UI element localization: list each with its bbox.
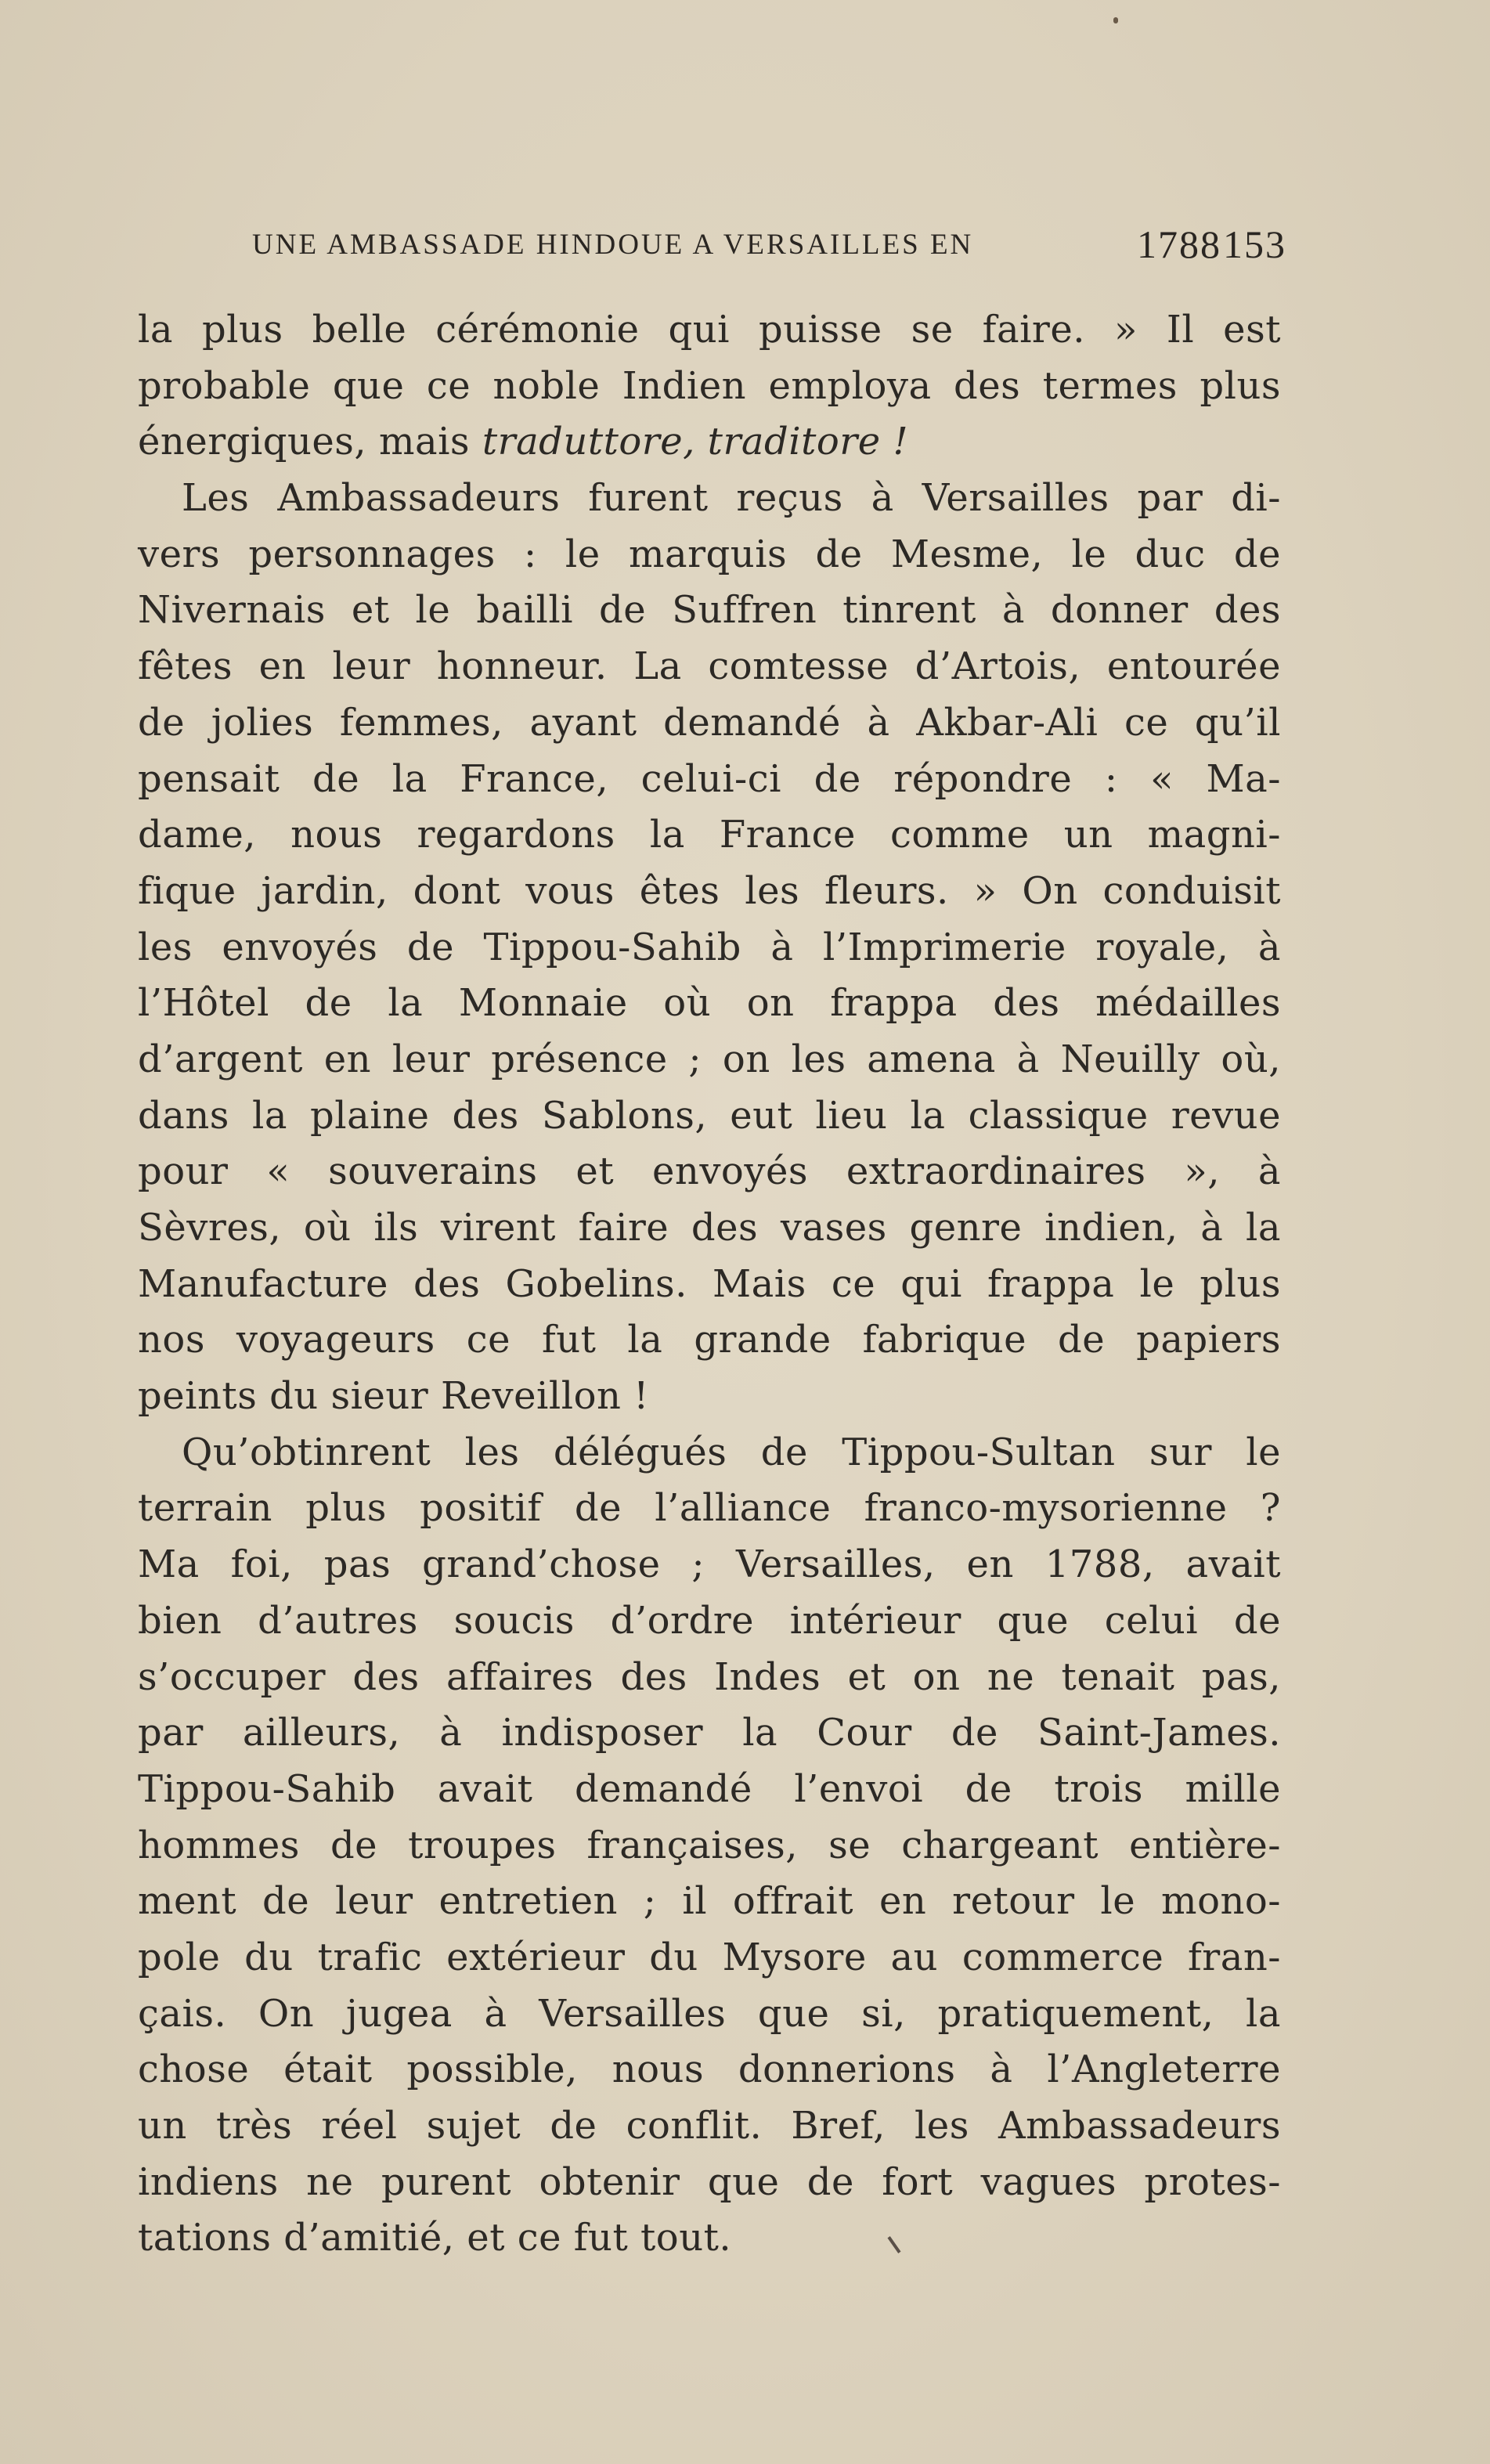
text-line: pour « souverains et envoyés extraordinaires », à [138,1149,1281,1194]
text-line: les envoyés de Tippou-Sahib à l’Imprimerie royale, à [138,925,1281,969]
text-line: hommes de troupes françaises, se chargeant entière- [138,1823,1281,1867]
running-title: UNE AMBASSADE HINDOUE A VERSAILLES EN [252,229,974,261]
text-line: indiens ne purent obtenir que de fort vagues protes- [138,2159,1281,2204]
text-line: pensait de la France, celui-ci de répondre : « Ma- [138,756,1281,801]
text-line: s’occuper des affaires des Indes et on ne tenait pas, [138,1654,1281,1699]
text-line: d’argent en leur présence ; on les amena à Neuilly où, [138,1037,1281,1081]
text-line: l’Hôtel de la Monnaie où on frappa des médailles [138,981,1281,1026]
text-line: Sèvres, où ils virent faire des vases genre indien, à la [138,1206,1281,1250]
text-line: terrain plus positif de l’alliance franco-mysorienne ? [138,1486,1281,1531]
text-line: Nivernais et le bailli de Suffren tinrent à donner des [138,588,1281,633]
text-line: probable que ce noble Indien employa des termes plus [138,363,1281,408]
ink-fleck [1113,17,1118,23]
text-line: Tippou-Sahib avait demandé l’envoi de trois mille [138,1766,1281,1811]
text-line: vers personnages : le marquis de Mesme, le duc de [138,532,1281,576]
text-line: fique jardin, dont vous êtes les fleurs. » On conduisit [138,868,1281,913]
running-header [252,222,1286,269]
text-line: çais. On jugea à Versailles que si, pratiquement, la [138,1991,1281,2036]
text-line: la plus belle cérémonie qui puisse se faire. » Il est [138,308,1281,352]
text-line: bien d’autres soucis d’ordre intérieur que celui de [138,1598,1281,1643]
text-line: ment de leur entretien ; il offrait en retour le mono- [138,1879,1281,1924]
text-line: nos voyageurs ce fut la grande fabrique de papiers [138,1318,1281,1362]
text-line: de jolies femmes, ayant demandé à Akbar-Ali ce qu’il [138,700,1281,745]
text-line: Qu’obtinrent les délégués de Tippou-Sultan sur le [182,1430,1281,1474]
text-line: pole du trafic extérieur du Mysore au commerce fran- [138,1935,1281,1979]
body-text [138,302,1281,2267]
text-line: fêtes en leur honneur. La comtesse d’Artois, entourée [138,644,1281,689]
text-line: par ailleurs, à indisposer la Cour de Saint-James. [138,1711,1281,1755]
text-line: dame, nous regardons la France comme un magni- [138,813,1281,857]
page-number: 153 [1223,222,1286,266]
text-line: Les Ambassadeurs furent reçus à Versailles par di- [182,476,1281,521]
text-line: Manufacture des Gobelins. Mais ce qui frappa le plus [138,1261,1281,1306]
text-line-segment: énergiques, mais [138,420,482,464]
text-line: tations d’amitié, et ce fut tout. [138,2216,732,2260]
text-line: Ma foi, pas grand’chose ; Versailles, en 1788, avait [138,1542,1281,1587]
text-line: peints du sieur Reveillon ! [138,1374,649,1419]
text-line [138,414,1281,471]
text-line: un très réel sujet de conflit. Bref, les Ambassadeurs [138,2104,1281,2148]
running-year: 1788 [1137,222,1221,266]
text-line: chose était possible, nous donnerions à l’Angleterre [138,2047,1281,2092]
italic-quote: traduttore, traditore ! [482,420,909,464]
text-line: dans la plaine des Sablons, eut lieu la classique revue [138,1093,1281,1138]
